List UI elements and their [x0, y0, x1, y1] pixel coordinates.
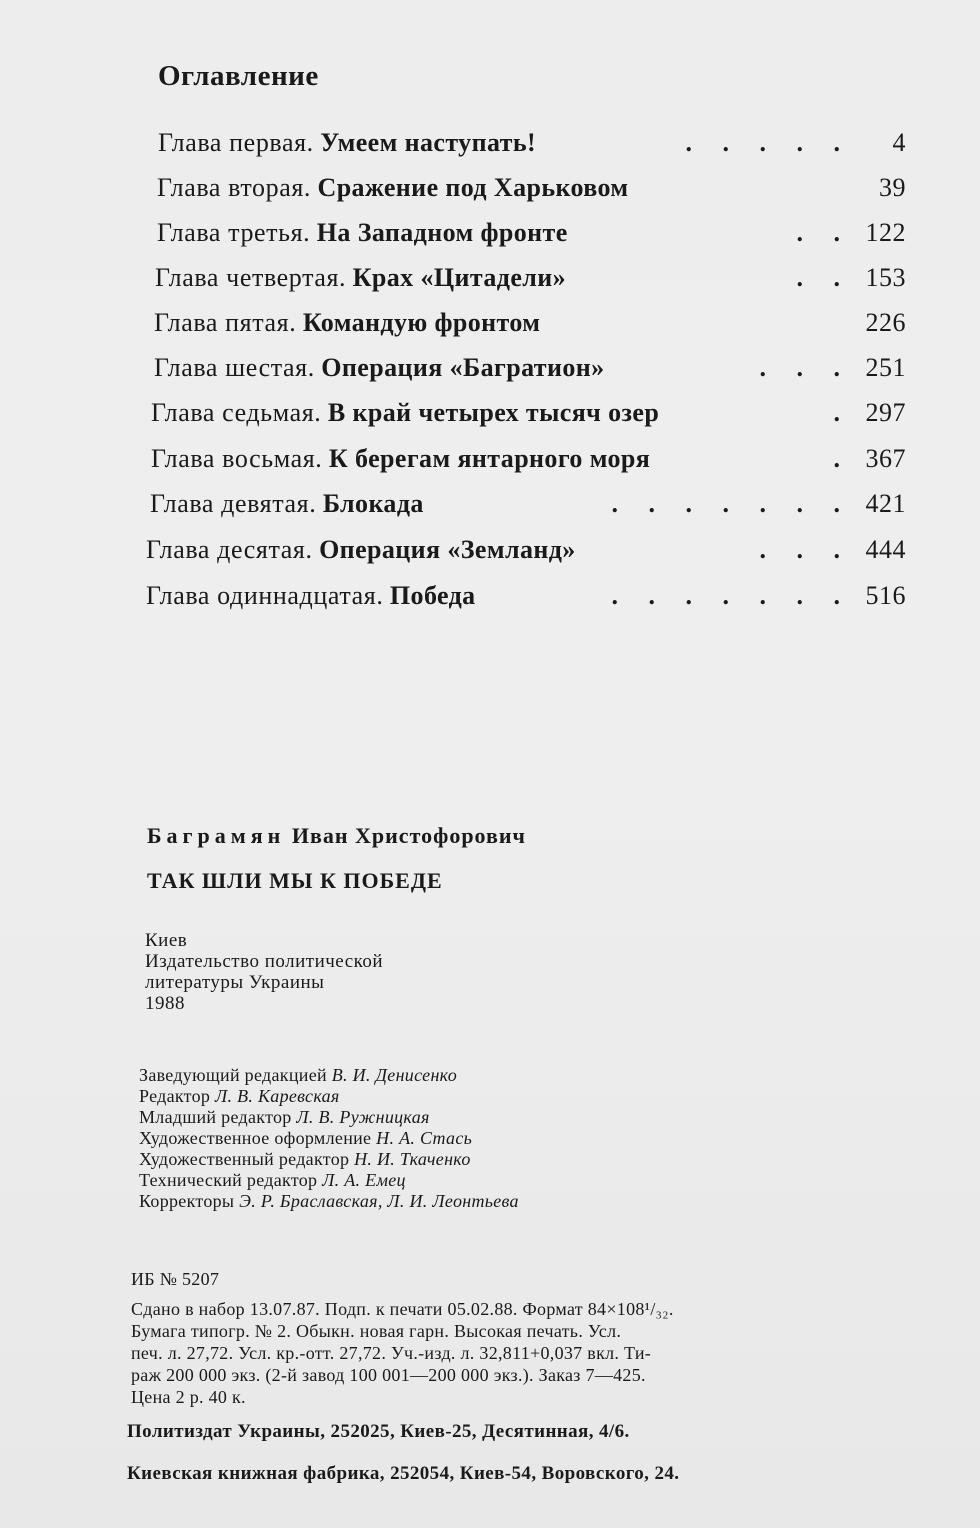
leader-dots: . . . [759, 535, 852, 564]
leader-dots: . . . . . . . [611, 581, 852, 610]
toc-entry [151, 398, 906, 428]
toc-entry [146, 581, 906, 611]
tech-line: печ. л. 27,72. Усл. кр.-отт. 27,72. Уч.-изд. л. 32,811+0,037 вкл. Ти- [131, 1343, 652, 1363]
staff-role: Редактор [139, 1086, 211, 1106]
chapter-number: Глава восьмая. [151, 444, 323, 473]
toc-entry [146, 535, 906, 565]
staff-name: Л. В. Ружницкая [296, 1107, 430, 1127]
tech-line: раж 200 000 экз. (2-й завод 100 001—200 000 экз.). Заказ 7—425. [131, 1365, 646, 1385]
chapter-number: Глава четвертая. [155, 263, 347, 292]
toc-entry [158, 128, 906, 158]
leader-dots: . . . . . [685, 128, 852, 157]
page-number: 39 [879, 173, 906, 202]
chapter-number: Глава третья. [157, 218, 311, 247]
page-number: 367 [865, 444, 906, 473]
leader-dots: . [833, 398, 852, 427]
publisher-address: Политиздат Украины, 252025, Киев-25, Десятинная, 4/6. [127, 1421, 630, 1442]
page-number: 516 [865, 581, 906, 610]
toc-entry [150, 489, 906, 519]
chapter-number: Глава первая. [158, 128, 314, 157]
staff-line [139, 1128, 519, 1149]
staff-role: Художественный редактор [139, 1149, 350, 1169]
staff-name: Э. Р. Браславская, Л. И. Леонтьева [239, 1191, 519, 1211]
staff-name: Н. И. Ткаченко [354, 1149, 471, 1169]
staff-name: Н. А. Стась [376, 1128, 473, 1148]
page-number: 421 [865, 489, 906, 518]
toc-entry [155, 263, 906, 293]
chapter-number: Глава девятая. [150, 489, 317, 518]
toc-entry [151, 444, 906, 474]
chapter-title: Командую фронтом [302, 308, 541, 337]
publisher-line: Киев [145, 930, 188, 951]
chapter-number: Глава десятая. [146, 535, 313, 564]
publisher-line: литературы Украины [145, 972, 325, 993]
publisher-line: 1988 [145, 993, 185, 1014]
book-title: ТАК ШЛИ МЫ К ПОБЕДЕ [147, 868, 443, 893]
toc-entry [157, 173, 906, 203]
author-surname: Баграмян [147, 823, 286, 848]
staff-role: Младший редактор [139, 1107, 292, 1127]
printer-address: Киевская книжная фабрика, 252054, Киев-54, Воровского, 24. [127, 1463, 680, 1484]
publisher-line: Издательство политической [145, 951, 384, 972]
toc-entry [154, 308, 906, 338]
staff-role: Корректоры [139, 1191, 235, 1211]
chapter-number: Глава одиннадцатая. [146, 581, 384, 610]
publisher-info [145, 930, 383, 1014]
page-number: 226 [865, 308, 906, 337]
toc-entry [154, 353, 906, 383]
chapter-title: На Западном фронте [316, 218, 568, 247]
leader-dots: . . [796, 263, 852, 292]
author-given-name: Иван Христофорович [291, 823, 526, 848]
staff-role: Заведующий редакцией [139, 1065, 327, 1085]
chapter-title: Операция «Багратион» [321, 353, 605, 382]
page-number: 122 [865, 218, 906, 247]
staff-line [139, 1170, 519, 1191]
staff-line [139, 1149, 519, 1170]
toc-entry [157, 218, 906, 248]
staff-name: Л. В. Каревская [215, 1086, 340, 1106]
tech-line: Сдано в набор 13.07.87. Подп. к печати 05.02.88. Формат 84×108¹/₃₂. [131, 1299, 674, 1319]
leader-dots: . . . . . . . [611, 489, 852, 518]
toc-heading: Оглавление [158, 60, 319, 92]
chapter-number: Глава вторая. [157, 173, 312, 202]
page-number: 4 [892, 128, 906, 157]
tech-line: Цена 2 р. 40 к. [131, 1387, 246, 1407]
ib-number: ИБ № 5207 [131, 1269, 220, 1289]
tech-line: Бумага типогр. № 2. Обыкн. новая гарн. Высокая печать. Усл. [131, 1321, 622, 1341]
chapter-title: В край четырех тысяч озер [327, 398, 660, 427]
page-number: 297 [865, 398, 906, 427]
staff-name: Л. А. Емец [322, 1170, 406, 1190]
chapter-title: Блокада [322, 489, 424, 518]
leader-dots: . . . [759, 353, 852, 382]
staff-role: Технический редактор [139, 1170, 318, 1190]
chapter-title: Крах «Цитадели» [352, 263, 567, 292]
leader-dots: . . [796, 218, 852, 247]
leader-dots: . [833, 444, 852, 473]
technical-data [131, 1268, 674, 1408]
chapter-number: Глава шестая. [154, 353, 315, 382]
chapter-number: Глава седьмая. [151, 398, 322, 427]
staff-line [139, 1107, 519, 1128]
staff-line [139, 1086, 519, 1107]
staff-line [139, 1065, 519, 1086]
page-number: 251 [865, 353, 906, 382]
page-number: 153 [865, 263, 906, 292]
editorial-staff [139, 1065, 519, 1212]
author-name [147, 823, 526, 849]
chapter-title: Умеем наступать! [320, 128, 537, 157]
page-number: 444 [865, 535, 906, 564]
chapter-title: Сражение под Харьковом [317, 173, 629, 202]
staff-name: В. И. Денисенко [331, 1065, 458, 1085]
chapter-title: К берегам янтарного моря [328, 444, 651, 473]
chapter-title: Операция «Земланд» [319, 535, 576, 564]
chapter-number: Глава пятая. [154, 308, 297, 337]
staff-role: Художественное оформление [139, 1128, 372, 1148]
chapter-title: Победа [389, 581, 476, 610]
staff-line [139, 1191, 519, 1212]
